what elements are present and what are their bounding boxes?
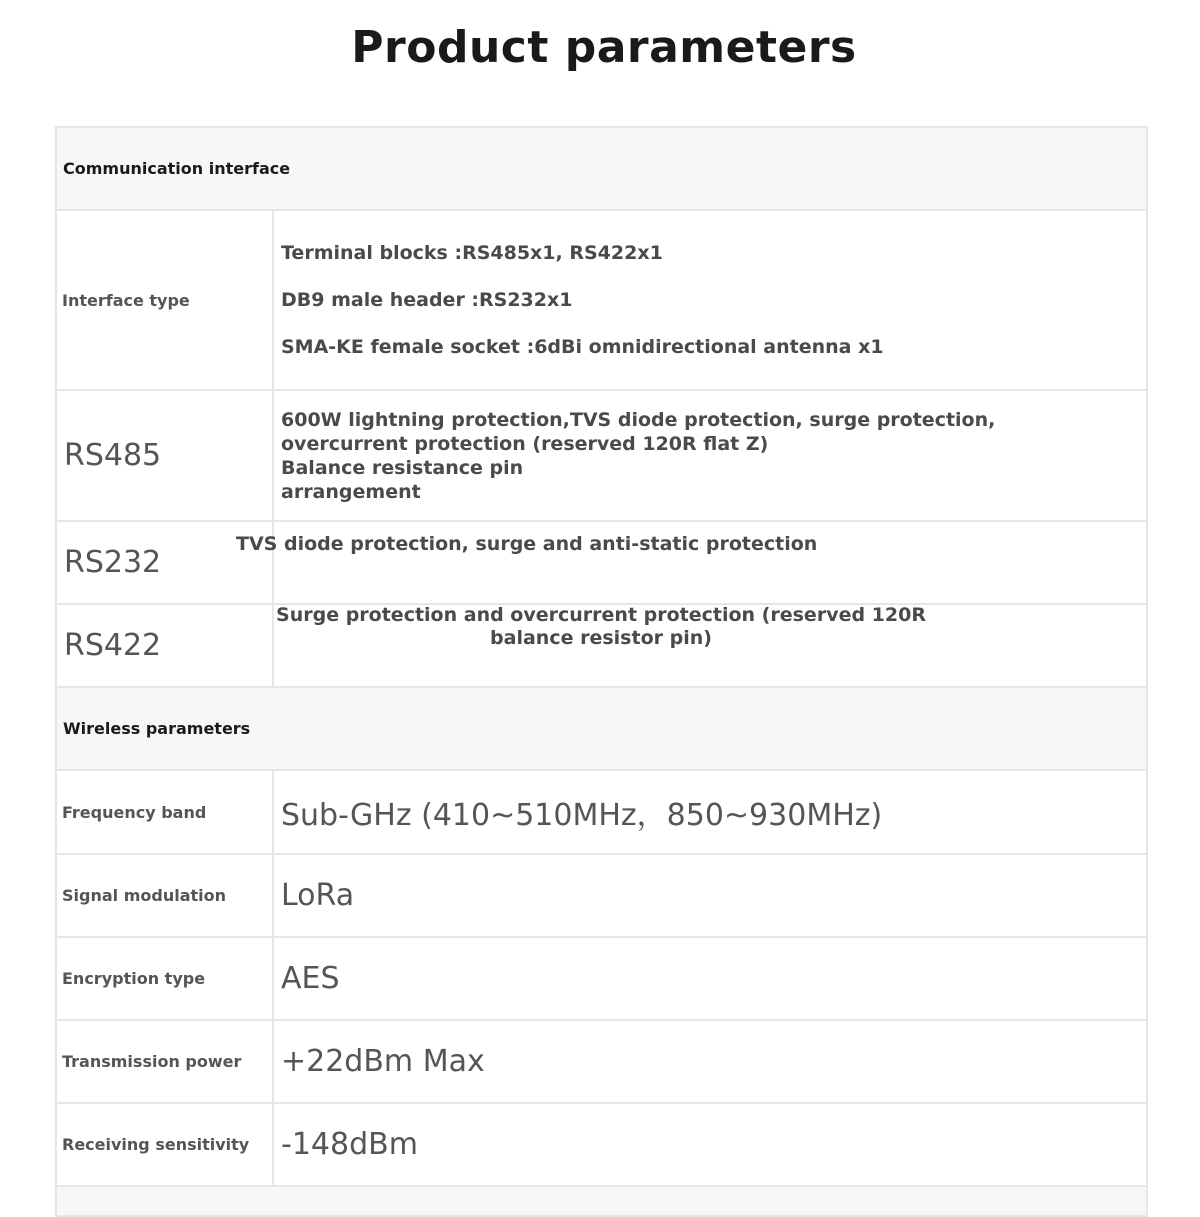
row-value-rs485 — [273, 390, 1147, 521]
table-row — [56, 770, 1147, 854]
product-parameters-table — [55, 126, 1148, 1217]
row-value-frequency-band: Sub-GHz (410~510MHz，850~930MHz) — [273, 770, 1147, 854]
section-title-communication: Communication interface — [56, 127, 1147, 210]
row-label-rs485: RS485 — [56, 390, 273, 521]
section-header-wireless — [56, 687, 1147, 770]
row-value-transmission-power: +22dBm Max — [273, 1020, 1147, 1103]
rs485-protection-text: 600W lightning protection,TVS diode protection, surge protection, overcurrent protection (reserved 120R flat Z) — [281, 408, 996, 455]
rs232-label: RS232 — [64, 545, 162, 580]
interface-db9-header: DB9 male header :RS232x1 — [281, 288, 573, 311]
rs422-label: RS422 — [64, 628, 162, 663]
row-value-interface-type — [273, 210, 1147, 390]
row-label-interface-type: Interface type — [56, 210, 273, 390]
section-title-wireless: Wireless parameters — [56, 687, 1147, 770]
rs485-balance-text: Balance resistance pin — [281, 456, 524, 479]
row-label-receiving-sensitivity: Receiving sensitivity — [56, 1103, 273, 1186]
row-label-encryption-type: Encryption type — [56, 937, 273, 1020]
table-row — [56, 1020, 1147, 1103]
row-value-rs232: TVS diode protection, surge and anti-static protection — [236, 533, 818, 555]
table-row-interface-type — [56, 210, 1147, 390]
table-row-rs232 — [56, 521, 1147, 604]
row-value-rs422: Surge protection and overcurrent protection (reserved 120R balance resistor pin) — [276, 604, 926, 649]
interface-sma-socket: SMA-KE female socket :6dBi omnidirectional antenna x1 — [281, 335, 884, 358]
row-value-encryption-type: AES — [273, 937, 1147, 1020]
table-row — [56, 937, 1147, 1020]
table-row — [56, 1103, 1147, 1186]
row-label-rs232 — [56, 521, 818, 604]
interface-terminal-blocks: Terminal blocks :RS485x1, RS422x1 — [281, 241, 663, 264]
table-row-rs422 — [56, 604, 1147, 687]
row-value-receiving-sensitivity: -148dBm — [273, 1103, 1147, 1186]
table-row — [56, 854, 1147, 937]
row-label-rs422 — [56, 604, 926, 687]
page-title: Product parameters — [351, 22, 857, 73]
rs485-arrangement-text: arrangement — [281, 480, 421, 503]
table-row-rs485 — [56, 390, 1147, 521]
row-label-transmission-power: Transmission power — [56, 1020, 273, 1103]
table-row-partial — [56, 1186, 1147, 1216]
row-value-signal-modulation: LoRa — [273, 854, 1147, 937]
row-label-signal-modulation: Signal modulation — [56, 854, 273, 937]
section-header-communication — [56, 127, 1147, 210]
row-label-frequency-band: Frequency band — [56, 770, 273, 854]
